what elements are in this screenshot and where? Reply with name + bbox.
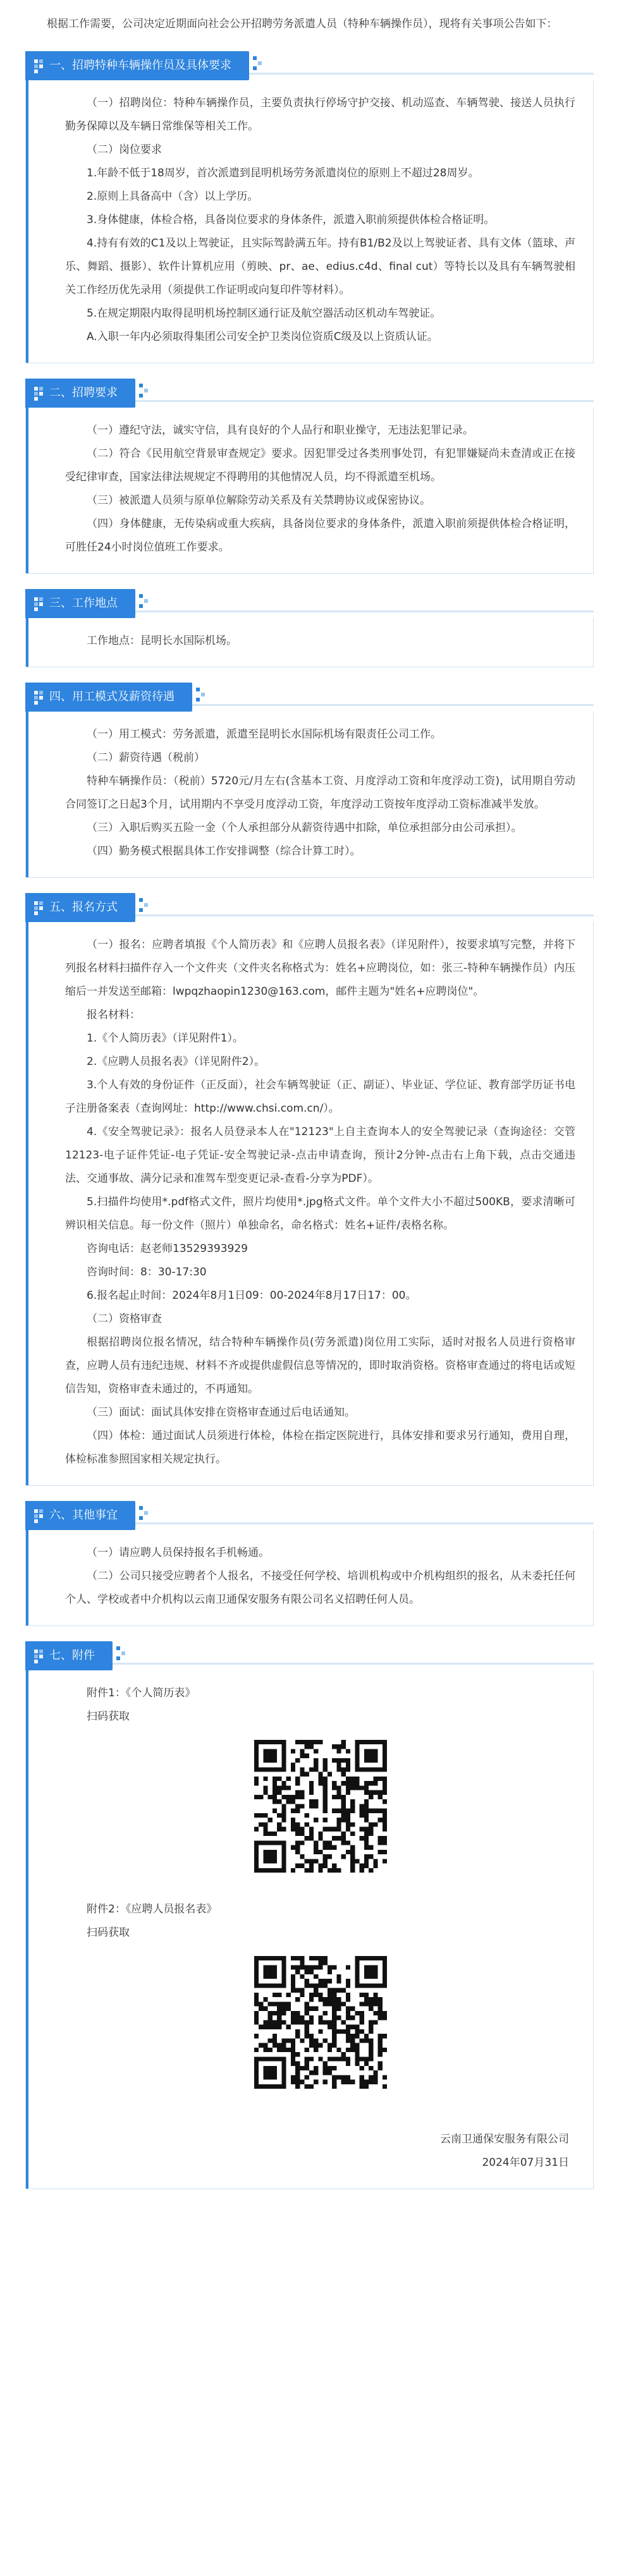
recruit-requirement: （一）遵纪守法，诚实守信，具有良好的个人品行和职业操守，无违法犯罪记录。 bbox=[87, 424, 474, 437]
attachment-2-scan-text: 扫码获取 bbox=[87, 1926, 130, 1939]
section-header-4 bbox=[25, 680, 594, 715]
other-paragraph: （一）请应聘人员保持报名手机畅通。 bbox=[87, 1546, 269, 1559]
section-header-5 bbox=[25, 890, 594, 926]
section-header-7 bbox=[25, 1639, 594, 1674]
employment-paragraph: （四）勤务模式根据具体工作安排调整（综合计算工时）。 bbox=[87, 845, 361, 858]
section-title-text: 七、附件 bbox=[49, 1649, 95, 1662]
section-title-5 bbox=[25, 893, 135, 922]
section-header-6 bbox=[25, 1498, 594, 1534]
requirement-item: A.入职一年内必须取得集团公司安全护卫类岗位资质C级及以上资质认证。 bbox=[87, 331, 438, 343]
section-title-7 bbox=[25, 1641, 113, 1670]
attachment-2-label: 附件2：《应聘人员报名表》 bbox=[87, 1903, 218, 1916]
section-title-6 bbox=[25, 1501, 135, 1530]
section-header-3 bbox=[25, 586, 594, 622]
section-body-5 bbox=[25, 922, 594, 1486]
section-body-1 bbox=[25, 80, 594, 363]
qr-code-1[interactable] bbox=[254, 1740, 387, 1873]
section-header-1 bbox=[25, 49, 594, 84]
section-title-text: 三、工作地点 bbox=[49, 597, 118, 610]
section-title-2 bbox=[25, 379, 135, 408]
section-title-3 bbox=[25, 589, 135, 618]
employment-paragraph: 特种车辆操作员：（税前）5720元/月左右(含基本工资、月度浮动工资和年度浮动工资)，试用期自劳动合同签订之日起3个月，试用期内不享受月度浮动工资，年度浮动工资按年度浮动工资标准减半发放。 bbox=[65, 775, 575, 811]
job-position: （一）招聘岗位：特种车辆操作员，主要负责执行停场守护交接、机动巡查、车辆驾驶、接送人员执行勤务保障以及车辆日常维保等相关工作。 bbox=[65, 97, 575, 133]
employment-paragraph: （一）用工模式：劳务派遣，派遣至昆明长水国际机场有限责任公司工作。 bbox=[87, 728, 441, 741]
requirement-item: 3.身体健康，体检合格，具备岗位要求的身体条件，派遣入职前须提供体检合格证明。 bbox=[87, 214, 495, 226]
recruit-requirement: （四）身体健康，无传染病或重大疾病，具备岗位要求的身体条件，派遣入职前须提供体检合格证明，可胜任24小时岗位值班工作要求。 bbox=[65, 518, 575, 554]
section-title-text: 四、用工模式及薪资待遇 bbox=[49, 690, 175, 703]
contact-phone: 咨询电话：赵老师13529393929 bbox=[87, 1242, 248, 1255]
company-name: 云南卫通保安服务有限公司 bbox=[440, 2133, 569, 2146]
other-paragraph: （二）公司只接受应聘者个人报名，不接受任何学校、培训机构或中介机构组织的报名，从未委托任何个人、学校或者中介机构以云南卫通保安服务有限公司名义招聘任何人员。 bbox=[65, 1570, 575, 1606]
materials-heading: 报名材料： bbox=[87, 1009, 140, 1021]
material-item: 2.《应聘人员报名表》（详见附件2）。 bbox=[87, 1055, 266, 1068]
employment-paragraph: （三）入职后购买五险一金（个人承担部分从薪资待遇中扣除，单位承担部分由公司承担）。 bbox=[87, 822, 522, 834]
deadline: 6.报名起止时间：2024年8月1日09：00-2024年8月17日17：00。 bbox=[87, 1289, 417, 1302]
section-body-7 bbox=[25, 1670, 594, 2189]
requirement-item: 2.原则上具备高中（含）以上学历。 bbox=[87, 190, 259, 203]
section-title-1 bbox=[25, 51, 249, 80]
material-item: 4.《安全驾驶记录》：报名人员登录本人在"12123"上自主查询本人的安全驾驶记录（查询途径：交管12123-电子证件凭证-电子凭证-安全驾驶记录-点击申请查询，预计2分钟-点击右上角下载，点击交通违法、交通事故、满分记录和准驾车型变更记录-查看-分享为PDF）。 bbox=[65, 1126, 575, 1185]
section-body-6 bbox=[25, 1530, 594, 1626]
qr-code-2[interactable] bbox=[254, 1956, 387, 2089]
requirement-item: 5.在规定期限内取得昆明机场控制区通行证及航空器活动区机动车驾驶证。 bbox=[87, 307, 441, 320]
recruit-requirement: （三）被派遣人员须与原单位解除劳动关系及有关禁聘协议或保密协议。 bbox=[87, 494, 431, 507]
section-title-4 bbox=[25, 683, 192, 712]
signature-date: 2024年07月31日 bbox=[482, 2156, 569, 2169]
section-body-4 bbox=[25, 712, 594, 878]
signature-block bbox=[65, 2128, 575, 2175]
requirement-item: 1.年龄不低于18周岁，首次派遣到昆明机场劳务派遣岗位的原则上不超过28周岁。 bbox=[87, 167, 479, 179]
attachment-1-label: 附件1：《个人简历表》 bbox=[87, 1687, 196, 1699]
section-body-2 bbox=[25, 408, 594, 574]
work-location: 工作地点：昆明长水国际机场。 bbox=[87, 635, 237, 647]
section-title-text: 五、报名方式 bbox=[49, 901, 118, 914]
application-paragraph: （一）报名：应聘者填报《个人简历表》和《应聘人员报名表》（详见附件），按要求填写完整，并将下列报名材料扫描件存入一个文件夹（文件夹名称格式为：姓名+应聘岗位，如：张三-特种车辆操作员）内压缩后一并发送至邮箱：lwpqzhaopin1230@163.com，邮件主题为"姓名+应聘岗位"。 bbox=[65, 939, 575, 998]
interview-paragraph: （三）面试：面试具体安排在资格审查通过后电话通知。 bbox=[87, 1406, 355, 1419]
section-title-text: 二、招聘要求 bbox=[49, 386, 118, 399]
section-title-text: 一、招聘特种车辆操作员及具体要求 bbox=[49, 59, 231, 72]
review-heading: （二）资格审查 bbox=[87, 1313, 162, 1325]
document-page bbox=[0, 13, 619, 2189]
employment-paragraph: （二）薪资待遇（税前） bbox=[87, 751, 205, 764]
section-body-3 bbox=[25, 618, 594, 667]
material-item: 3.个人有效的身份证件（正反面），社会车辆驾驶证（正、副证）、毕业证、学位证、教育部学历证书电子注册备案表（查询网址：http://www.chsi.com.cn/）。 bbox=[65, 1079, 575, 1115]
medical-paragraph: （四）体检：通过面试人员须进行体检，体检在指定医院进行，具体安排和要求另行通知，费用自理，体检标准参照国家相关规定执行。 bbox=[65, 1430, 575, 1466]
material-item: 5.扫描件均使用*.pdf格式文件，照片均使用*.jpg格式文件。单个文件大小不超过500KB，要求清晰可辨识相关信息。每一份文件（照片）单独命名，命名格式：姓名+证件/表格名称。 bbox=[65, 1196, 575, 1232]
job-requirements-heading: （二）岗位要求 bbox=[87, 143, 162, 156]
section-header-2 bbox=[25, 376, 594, 411]
intro-paragraph: 根据工作需要，公司决定近期面向社会公开招聘劳务派遣人员（特种车辆操作员），现将有关事项公告如下： bbox=[47, 18, 558, 30]
requirement-item: 4.持有有效的C1及以上驾驶证，且实际驾龄满五年。持有B1/B2及以上驾驶证者、具有文体（篮球、声乐、舞蹈、摄影）、软件计算机应用（剪映、pr、ae、edius.c4d、final cut）等特长以及具有车辆驾驶相关工作经历优先录用（须提供工作证明或向复印件等材料）。 bbox=[65, 237, 575, 296]
review-paragraph: 根据招聘岗位报名情况，结合特种车辆操作员(劳务派遣)岗位用工实际，适时对报名人员进行资格审查，应聘人员有违纪违规、材料不齐或提供虚假信息等情况的，即时取消资格。资格审查通过的将电话或短信告知，资格审查未通过的，不再通知。 bbox=[65, 1336, 575, 1395]
material-item: 1.《个人简历表》（详见附件1）。 bbox=[87, 1032, 244, 1045]
attachment-1-scan-text: 扫码获取 bbox=[87, 1710, 130, 1723]
recruit-requirement: （二）符合《民用航空背景审查规定》要求。因犯罪受过各类刑事处罚，有犯罪嫌疑尚未查清或正在接受纪律审查，国家法律法规规定不得聘用的其他情况人员，均不得派遣至机场。 bbox=[65, 447, 575, 483]
contact-hours: 咨询时间：8：30-17:30 bbox=[87, 1266, 207, 1279]
section-title-text: 六、其他事宜 bbox=[49, 1509, 118, 1522]
